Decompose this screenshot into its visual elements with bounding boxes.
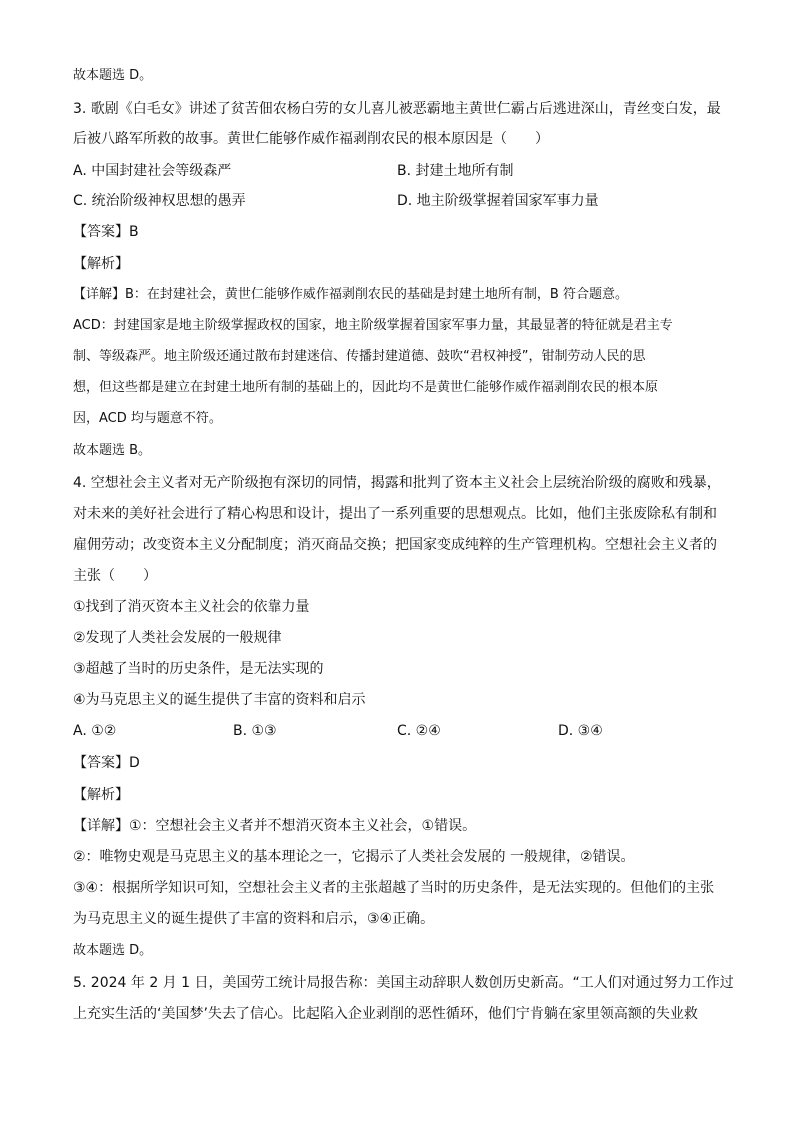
q3-option-b: B. 封建土地所有制 xyxy=(397,163,514,179)
q3-option-c: C. 统治阶级神权思想的愚弄 xyxy=(73,193,246,209)
q4-conclusion: 故本题选 D。 xyxy=(73,943,153,958)
q5-stem-line2: 上充实生活的‘美国梦’失去了信心。比起陷入企业剥削的恶性循环，他们宁肯躺在家里领高额的失业救 xyxy=(73,1006,698,1022)
q3-stem-line1: 3. 歌剧《白毛女》讲述了贫苦佃农杨白劳的女儿喜儿被恶霸地主黄世仁霸占后逃进深山，青丝变白发，最 xyxy=(73,101,721,117)
q3-acd-line1: ACD：封建国家是地主阶级掌握政权的国家，地主阶级掌握着国家军事力量，其最显著的特征就是君主专 xyxy=(73,318,673,333)
q3-conclusion: 故本题选 B。 xyxy=(73,443,152,458)
q4-statement-3: ③超越了当时的历史条件，是无法实现的 xyxy=(73,661,324,677)
q4-statement-2: ②发现了人类社会发展的一般规律 xyxy=(73,630,282,646)
q4-option-c: C. ②④ xyxy=(397,723,441,739)
q3-acd-line4: 因，ACD 均与题意不符。 xyxy=(73,411,222,426)
q4-option-b: B. ①③ xyxy=(233,723,277,739)
q4-stem-line3: 雇佣劳动；改变资本主义分配制度；消灭商品交换；把国家变成纯粹的生产管理机构。空想社会主义者的 xyxy=(73,537,717,553)
q3-acd-line2: 制、等级森严。地主阶级还通过散布封建迷信、传播封建道德、鼓吹“君权神授”，钳制劳动人民的思 xyxy=(73,349,646,364)
q3-stem-line2: 后被八路军所救的故事。黄世仁能够作威作福剥削农民的根本原因是（ ） xyxy=(73,131,549,147)
q3-acd-line3: 想，但这些都是建立在封建土地所有制的基础上的，因此均不是黄世仁能够作威作福剥削农民的根本原 xyxy=(73,380,659,395)
q4-detail-line3: ③④：根据所学知识可知，空想社会主义者的主张超越了当时的历史条件，是无法实现的。但他们的主张 xyxy=(73,880,715,896)
q4-stem-line4: 主张（ ） xyxy=(73,568,157,584)
q4-option-a: A. ①② xyxy=(73,723,117,739)
q4-statement-4: ④为马克思主义的诞生提供了丰富的资料和启示 xyxy=(73,692,366,708)
q4-detail-line4: 为马克思主义的诞生提供了丰富的资料和启示，③④正确。 xyxy=(73,911,435,927)
q3-analysis-heading: 【解析】 xyxy=(73,256,129,272)
q4-option-d: D. ③④ xyxy=(558,723,603,739)
q4-stem-line2: 对未来的美好社会进行了精心构思和设计，提出了一系列重要的思想观点。比如，他们主张废除私有制和 xyxy=(73,506,717,522)
q3-answer: 【答案】B xyxy=(73,224,139,240)
q4-detail-line1: 【详解】①：空想社会主义者并不想消灭资本主义社会，①错误。 xyxy=(73,818,477,834)
q5-stem-line1: 5. 2024 年 2 月 1 日，美国劳工统计局报告称：美国主动辞职人数创历史新高。“工人们对通过努力工作过 xyxy=(73,975,734,991)
q4-detail-line2: ②：唯物史观是马克思主义的基本理论之一，它揭示了人类社会发展的 一般规律，②错误。 xyxy=(73,849,635,865)
q4-answer: 【答案】D xyxy=(73,755,140,771)
q3-option-d: D. 地主阶级掌握着国家军事力量 xyxy=(397,193,599,209)
q4-analysis-heading: 【解析】 xyxy=(73,787,129,803)
q2-conclusion: 故本题选 D。 xyxy=(73,68,153,83)
q4-stem-line1: 4. 空想社会主义者对无产阶级抱有深切的同情，揭露和批判了资本主义社会上层统治阶级的腐败和残暴， xyxy=(73,475,721,491)
q3-option-a: A. 中国封建社会等级森严 xyxy=(73,163,232,179)
q4-statement-1: ①找到了消灭资本主义社会的依靠力量 xyxy=(73,599,310,615)
q3-detail-line1: 【详解】B：在封建社会，黄世仁能够作威作福剥削农民的基础是封建土地所有制，B 符合题意。 xyxy=(73,287,628,302)
